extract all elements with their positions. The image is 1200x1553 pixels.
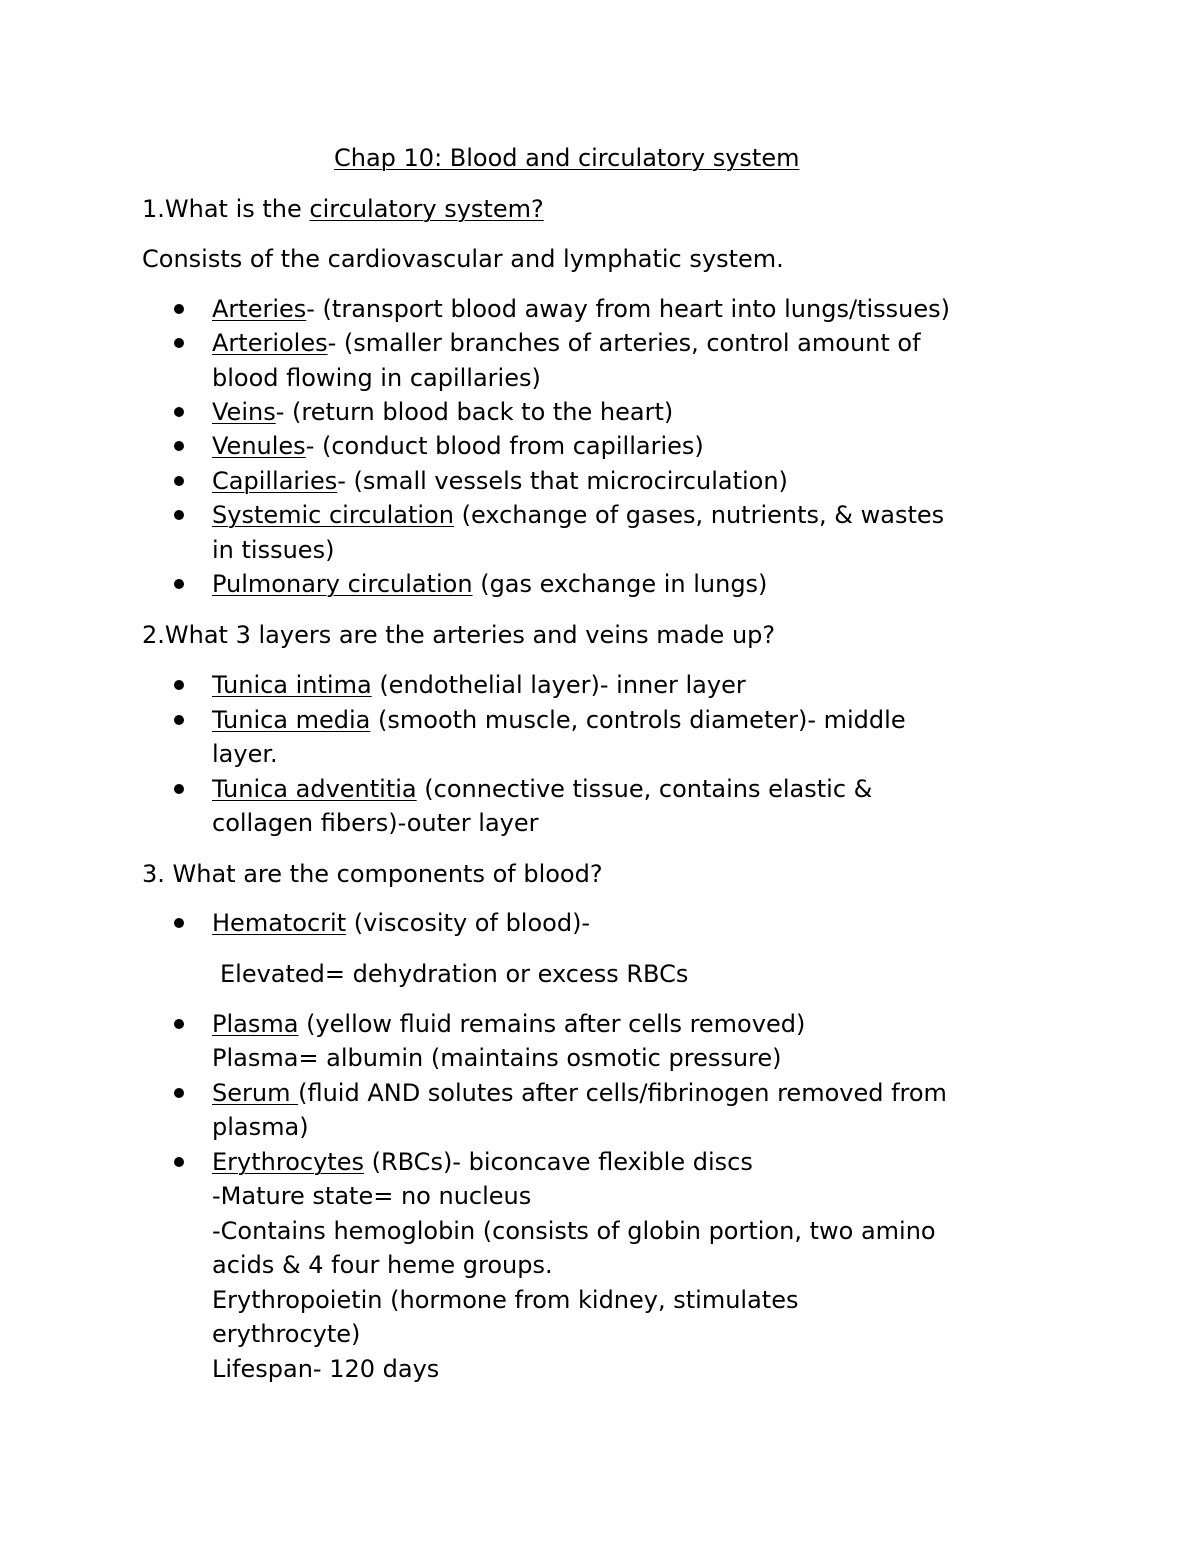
list-item-text: (exchange of gases, nutrients, & wastes — [453, 501, 945, 529]
bullet-icon — [174, 1088, 184, 1098]
question-number: 1. — [142, 195, 165, 223]
bullet-icon — [174, 579, 184, 589]
list-item-serum — [212, 1076, 947, 1110]
erythrocyte-detail-line: -Mature state= no nucleus — [212, 1182, 532, 1210]
intro-text: Consists of the cardiovascular and lymphatic system. — [142, 245, 784, 273]
list-item-plasma — [212, 1007, 805, 1041]
list-item — [212, 395, 673, 429]
erythrocyte-detail-line: Erythropoietin (hormone from kidney, stimulates — [212, 1286, 799, 1314]
bullet-icon — [174, 784, 184, 794]
list-item-text: (smooth muscle, controls diameter)- middle — [370, 706, 906, 734]
erythrocyte-detail-line: erythrocyte) — [212, 1320, 361, 1348]
elevated-note: Elevated= dehydration or excess RBCs — [220, 960, 689, 988]
list-item-continuation: plasma) — [212, 1113, 309, 1141]
list-item-continuation: collagen fibers)-outer layer — [212, 809, 539, 837]
question-2 — [142, 618, 775, 652]
list-item-text: - (small vessels that microcirculation) — [337, 467, 788, 495]
list-item-term: Arteries — [212, 295, 307, 323]
list-item-hematocrit — [212, 906, 590, 940]
list-item-term: Tunica intima — [212, 671, 372, 699]
list-item-term: Plasma — [212, 1010, 299, 1038]
question-prefix: What is the — [164, 195, 310, 223]
bullet-icon — [174, 338, 184, 348]
bullet-icon — [174, 441, 184, 451]
list-item — [212, 429, 704, 463]
bullet-icon — [174, 715, 184, 725]
question-3: 3. What are the components of blood? — [142, 860, 603, 888]
list-item-text: (RBCs)- biconcave flexible discs — [363, 1148, 753, 1176]
erythrocyte-detail-line: Lifespan- 120 days — [212, 1355, 440, 1383]
list-item-continuation: layer. — [212, 740, 278, 768]
bullet-icon — [174, 918, 184, 928]
list-item-text: (endothelial layer)- inner layer — [371, 671, 746, 699]
list-item-text: (viscosity of blood)- — [346, 909, 591, 937]
bullet-icon — [174, 407, 184, 417]
list-item-term: Tunica media — [212, 706, 371, 734]
bullet-icon — [174, 510, 184, 520]
list-item-term: Systemic circulation — [212, 501, 454, 529]
list-item-continuation: Plasma= albumin (maintains osmotic pressure) — [212, 1044, 782, 1072]
list-item — [212, 326, 921, 360]
list-item-text: (yellow fluid remains after cells removed) — [298, 1010, 806, 1038]
list-item-text: - (smaller branches of arteries, control amount of — [327, 329, 921, 357]
list-item-continuation: in tissues) — [212, 536, 335, 564]
list-item — [212, 703, 906, 737]
list-item-text: (connective tissue, contains elastic & — [416, 775, 873, 803]
question-1 — [142, 192, 544, 226]
erythrocyte-detail-line: acids & 4 four heme groups. — [212, 1251, 553, 1279]
list-item-term: Serum — [212, 1079, 299, 1107]
list-item-term: Erythrocytes — [212, 1148, 364, 1176]
list-item-text: - (return blood back to the heart) — [275, 398, 674, 426]
page-title: Chap 10: Blood and circulatory system — [334, 144, 800, 172]
list-item-term: Veins — [212, 398, 276, 426]
bullet-icon — [174, 680, 184, 690]
list-item-text: (fluid AND solutes after cells/fibrinogen removed from — [298, 1079, 947, 1107]
erythrocyte-detail-line: -Contains hemoglobin (consists of globin portion, two amino — [212, 1217, 936, 1245]
list-item — [212, 292, 950, 326]
list-item — [212, 668, 746, 702]
list-item-term: Pulmonary circulation — [212, 570, 473, 598]
question-number: 2. — [142, 621, 165, 649]
list-item-term: Arterioles — [212, 329, 328, 357]
list-item-text: (gas exchange in lungs) — [472, 570, 768, 598]
list-item-continuation: blood flowing in capillaries) — [212, 364, 541, 392]
question-term: circulatory system? — [309, 195, 544, 223]
list-item — [212, 772, 872, 806]
list-item-term: Capillaries — [212, 467, 338, 495]
bullet-icon — [174, 476, 184, 486]
bullet-icon — [174, 1019, 184, 1029]
bullet-icon — [174, 304, 184, 314]
list-item — [212, 498, 944, 532]
list-item-text: - (conduct blood from capillaries) — [305, 432, 704, 460]
bullet-icon — [174, 1157, 184, 1167]
list-item-erythrocytes — [212, 1145, 753, 1179]
list-item-text: - (transport blood away from heart into lungs/tissues) — [306, 295, 950, 323]
list-item-term: Hematocrit — [212, 909, 347, 937]
list-item-term: Tunica adventitia — [212, 775, 417, 803]
list-item — [212, 567, 767, 601]
list-item-term: Venules — [212, 432, 306, 460]
question-text: What 3 layers are the arteries and veins made up? — [164, 621, 776, 649]
list-item — [212, 464, 788, 498]
